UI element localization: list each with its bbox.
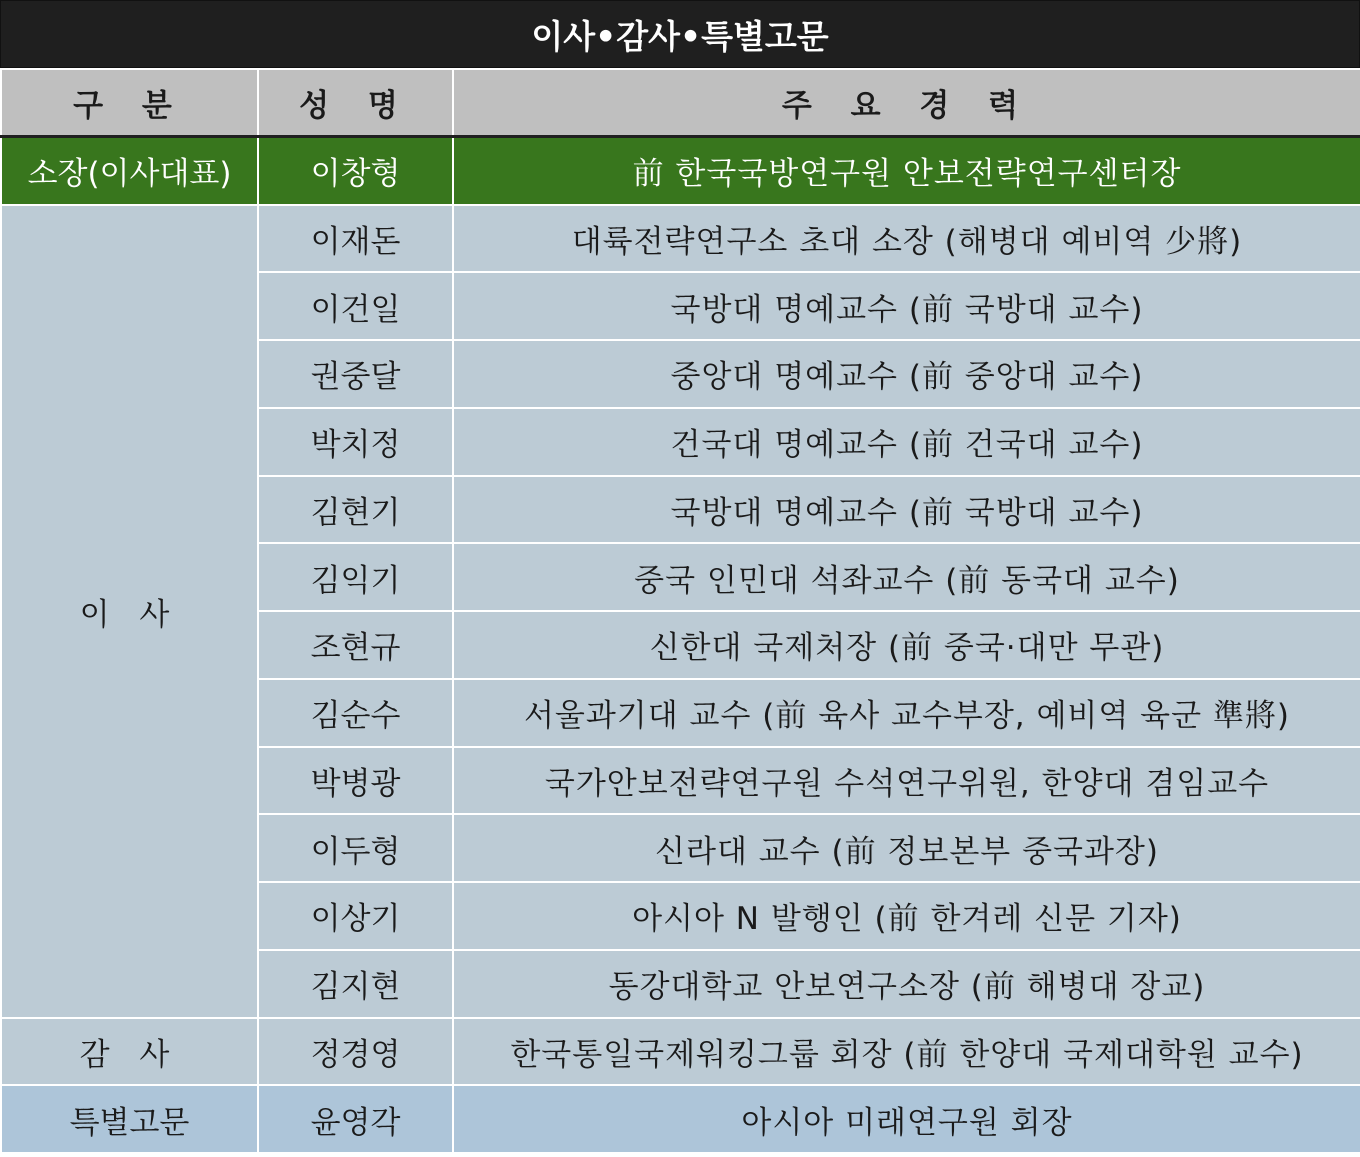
member-career: 중앙대 명예교수 (前 중앙대 교수)	[453, 340, 1360, 408]
auditor-row	[1, 1018, 1360, 1086]
auditor-name: 정경영	[258, 1018, 453, 1086]
director-name: 이창형	[258, 137, 453, 205]
advisor-row	[1, 1085, 1360, 1153]
table-row	[1, 205, 1360, 273]
auditor-career: 한국통일국제워킹그룹 회장 (前 한양대 국제대학원 교수)	[453, 1018, 1360, 1086]
member-career: 국방대 명예교수 (前 국방대 교수)	[453, 272, 1360, 340]
member-career: 신라대 교수 (前 정보본부 중국과장)	[453, 814, 1360, 882]
member-name: 김현기	[258, 476, 453, 544]
member-career: 국방대 명예교수 (前 국방대 교수)	[453, 476, 1360, 544]
member-career: 대륙전략연구소 초대 소장 (해병대 예비역 少將)	[453, 205, 1360, 273]
member-name: 조현규	[258, 611, 453, 679]
member-name: 김지현	[258, 950, 453, 1018]
member-career: 신한대 국제처장 (前 중국·대만 무관)	[453, 611, 1360, 679]
member-name: 박치정	[258, 408, 453, 476]
auditor-category: 감 사	[1, 1018, 258, 1086]
member-name: 박병광	[258, 747, 453, 815]
member-name: 김익기	[258, 543, 453, 611]
member-name: 이건일	[258, 272, 453, 340]
member-career: 아시아 N 발행인 (前 한겨레 신문 기자)	[453, 882, 1360, 950]
member-career: 동강대학교 안보연구소장 (前 해병대 장교)	[453, 950, 1360, 1018]
director-category: 소장(이사대표)	[1, 137, 258, 205]
board-category: 이 사	[1, 205, 258, 1018]
column-header-category: 구 분	[1, 69, 258, 137]
director-row	[1, 137, 1360, 205]
advisor-category: 특별고문	[1, 1085, 258, 1153]
member-career: 건국대 명예교수 (前 건국대 교수)	[453, 408, 1360, 476]
member-name: 이재돈	[258, 205, 453, 273]
member-career: 서울과기대 교수 (前 육사 교수부장, 예비역 육군 準將)	[453, 679, 1360, 747]
member-name: 김순수	[258, 679, 453, 747]
member-name: 권중달	[258, 340, 453, 408]
page-title: 이사•감사•특별고문	[0, 0, 1360, 68]
member-name: 이두형	[258, 814, 453, 882]
member-name: 이상기	[258, 882, 453, 950]
roster-table	[0, 68, 1360, 1154]
advisor-name: 윤영각	[258, 1085, 453, 1153]
director-career: 前 한국국방연구원 안보전략연구센터장	[453, 137, 1360, 205]
column-header-career: 주 요 경 력	[453, 69, 1360, 137]
column-header-name: 성 명	[258, 69, 453, 137]
header-row	[1, 69, 1360, 137]
member-career: 중국 인민대 석좌교수 (前 동국대 교수)	[453, 543, 1360, 611]
advisor-career: 아시아 미래연구원 회장	[453, 1085, 1360, 1153]
member-career: 국가안보전략연구원 수석연구위원, 한양대 겸임교수	[453, 747, 1360, 815]
